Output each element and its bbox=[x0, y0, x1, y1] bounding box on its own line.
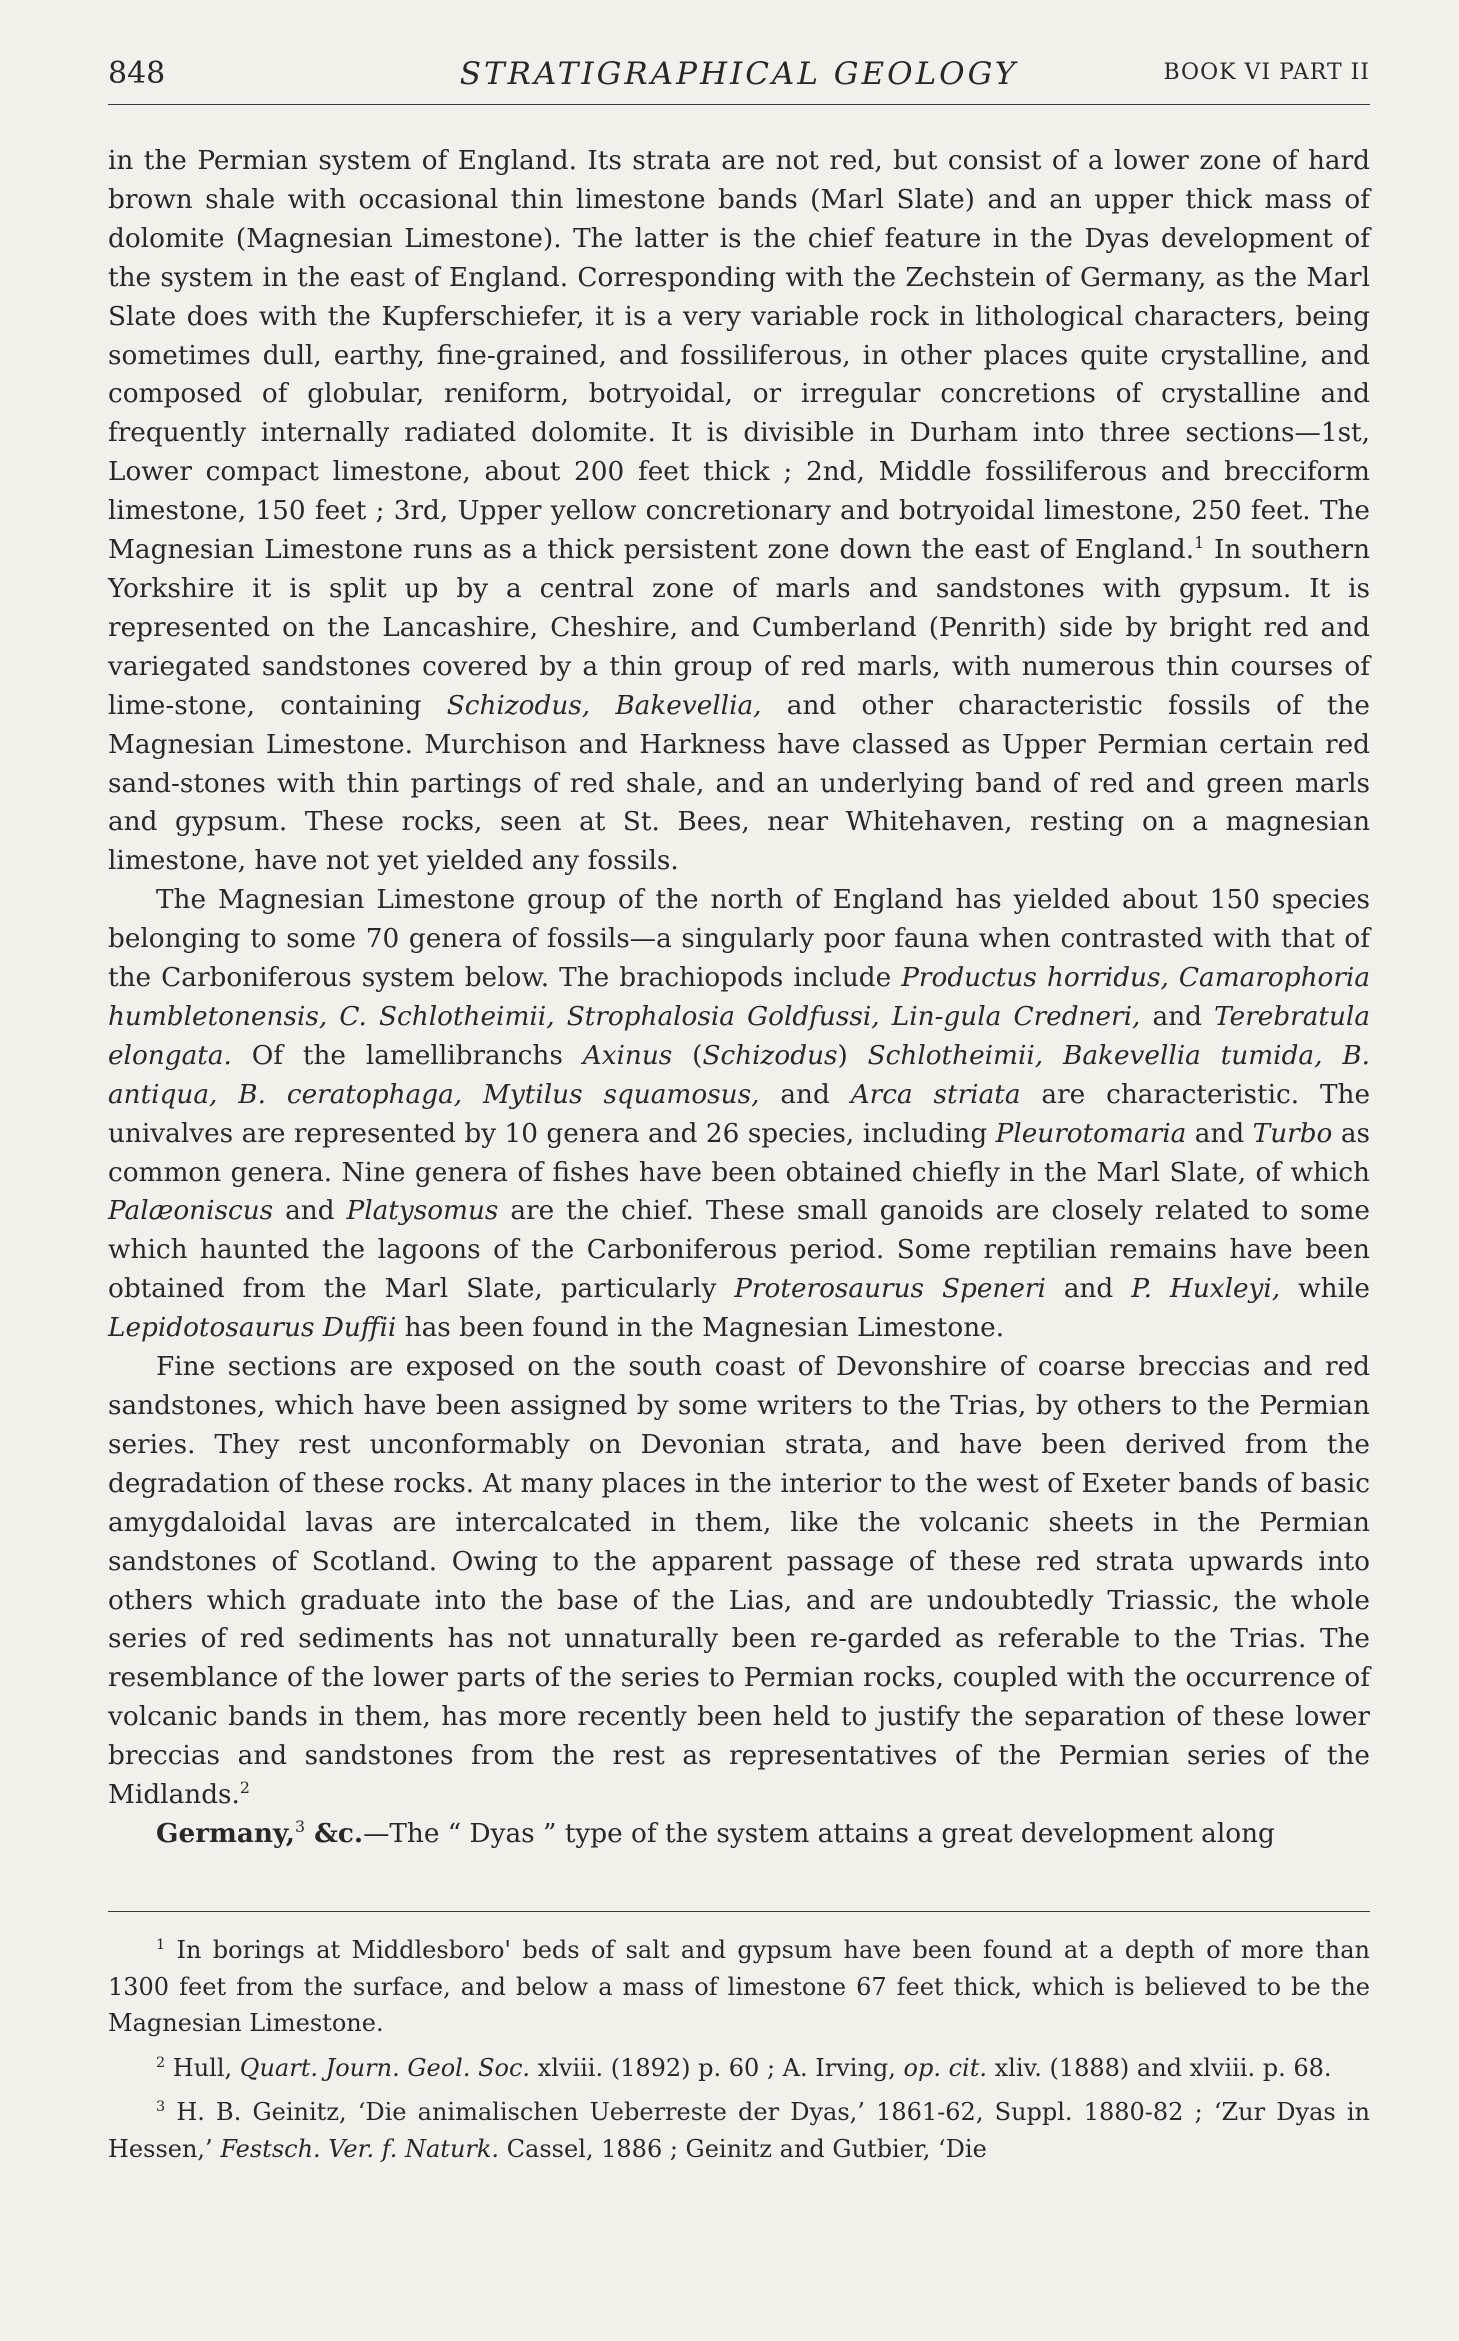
footnote-divider bbox=[108, 1911, 1370, 1912]
footnote-3: $^3$ H. B. Geinitz, ‘Die animalischen Ueberreste der Dyas,’ 1861-62, Suppl. 1880-82 ; ‘Zur Dyas in Hessen,’ Festsch. Ver. f. Naturk. Cassel, 1886 ; Geinitz and Gutbier, ‘Die bbox=[108, 2098, 1370, 2163]
footnote-ref-1: 1 bbox=[1194, 533, 1205, 553]
footnote-ref-2: 2 bbox=[239, 1778, 250, 1798]
paragraph-4: Germany,$^3$ &c.—The “ Dyas ” type of the system attains a great development along bbox=[156, 1817, 1275, 1849]
footnotes bbox=[108, 1932, 1370, 2175]
footnote-ref-3: 3 bbox=[294, 1817, 305, 1837]
page-number: 848 bbox=[108, 56, 166, 91]
running-title: STRATIGRAPHICAL GEOLOGY bbox=[459, 56, 1019, 92]
footnote-2: $^2$ Hull, Quart. Journ. Geol. Soc. xlviii. (1892) p. 60 ; A. Irving, op. cit. xliv. (1888) and xlviii. p. 68. bbox=[156, 2053, 1332, 2082]
body-text bbox=[108, 142, 1370, 1854]
footnote-1: $^1$ In borings at Middlesboro' beds of salt and gypsum have been found at a depth of more than 1300 feet from the surface, and below a mass of limestone 67 feet thick, which is believed to be the Magnesian Limestone. bbox=[108, 1936, 1370, 2037]
book-part-label: BOOK VI PART II bbox=[1163, 60, 1370, 85]
paragraph-1: in the Permian system of England. Its strata are not red, but consist of a lower zone of hard brown shale with occasional thin limestone bands (Marl Slate) and an upper thick mass of dolomite (Magnesian Limestone). The latter is the chief feature in the Dyas development of the system in the east of England. Corresponding with the Zechstein of Germany, as the Marl Slate does with the Kupferschiefer, it is a very variable rock in lithological characters, being sometimes dull, earthy, fine-grained, and fossiliferous, in other places quite crystalline, and composed of globular, reniform, botryoidal, or irregular concretions of crystalline and frequently internally radiated dolomite. It is divisible in Durham into three sections—1st, Lower compact limestone, about 200 feet thick ; 2nd, Middle fossiliferous and brecciform limestone, 150 feet ; 3rd, Upper yellow concretionary and botryoidal limestone, 250 feet. The Magnesian Limestone runs as a thick persistent zone down the east of England.$^1$ In southern Yorkshire it is split up by a central zone of marls and sandstones with gypsum. It is represented on the Lancashire, Cheshire, and Cumberland (Penrith) side by bright red and variegated sandstones covered by a thin group of red marls, with numerous thin courses of lime-stone, containing Schizodus, Bakevellia, and other characteristic fossils of the Magnesian Limestone. Murchison and Harkness have classed as Upper Permian certain red sand-stones with thin partings of red shale, and an underlying band of red and green marls and gypsum. These rocks, seen at St. Bees, near Whitehaven, resting on a magnesian limestone, have not yet yielded any fossils. bbox=[108, 146, 1371, 877]
paragraph-2: The Magnesian Limestone group of the north of England has yielded about 150 species belonging to some 70 genera of fossils—a singularly poor fauna when contrasted with that of the Carboniferous system below. The brachiopods include Productus horridus, Camarophoria humbletonensis, C. Schlotheimii, Strophalosia Goldfussi, Lin-gula Credneri, and Terebratula elongata. Of the lamellibranchs Axinus (Schizodus) Schlotheimii, Bakevellia tumida, B. antiqua, B. ceratophaga, Mytilus squamosus, and Arca striata are characteristic. The univalves are represented by 10 genera and 26 species, including Pleurotomaria and Turbo as common genera. Nine genera of fishes have been obtained chiefly in the Marl Slate, of which Palæoniscus and Platysomus are the chief. These small ganoids are closely related to some which haunted the lagoons of the Carboniferous period. Some reptilian remains have been obtained from the Marl Slate, particularly Proterosaurus Speneri and P. Huxleyi, while Lepidotosaurus Duffii has been found in the Magnesian Limestone. bbox=[108, 885, 1371, 1344]
section-heading-germany: Germany, bbox=[156, 1817, 295, 1849]
running-header bbox=[108, 56, 1370, 105]
paragraph-3: Fine sections are exposed on the south coast of Devonshire of coarse breccias and red sandstones, which have been assigned by some writers to the Trias, by others to the Permian series. They rest unconformably on Devonian strata, and have been derived from the degradation of these rocks. At many places in the interior to the west of Exeter bands of basic amygdaloidal lavas are intercalcated in them, like the volcanic sheets in the Permian sandstones of Scotland. Owing to the apparent passage of these red strata upwards into others which graduate into the base of the Lias, and are undoubtedly Triassic, the whole series of red sediments has not unnaturally been re-garded as referable to the Trias. The resemblance of the lower parts of the series to Permian rocks, coupled with the occurrence of volcanic bands in them, has more recently been held to justify the separation of these lower breccias and sandstones from the rest as representatives of the Permian series of the Midlands.$^2$ bbox=[108, 1352, 1370, 1811]
